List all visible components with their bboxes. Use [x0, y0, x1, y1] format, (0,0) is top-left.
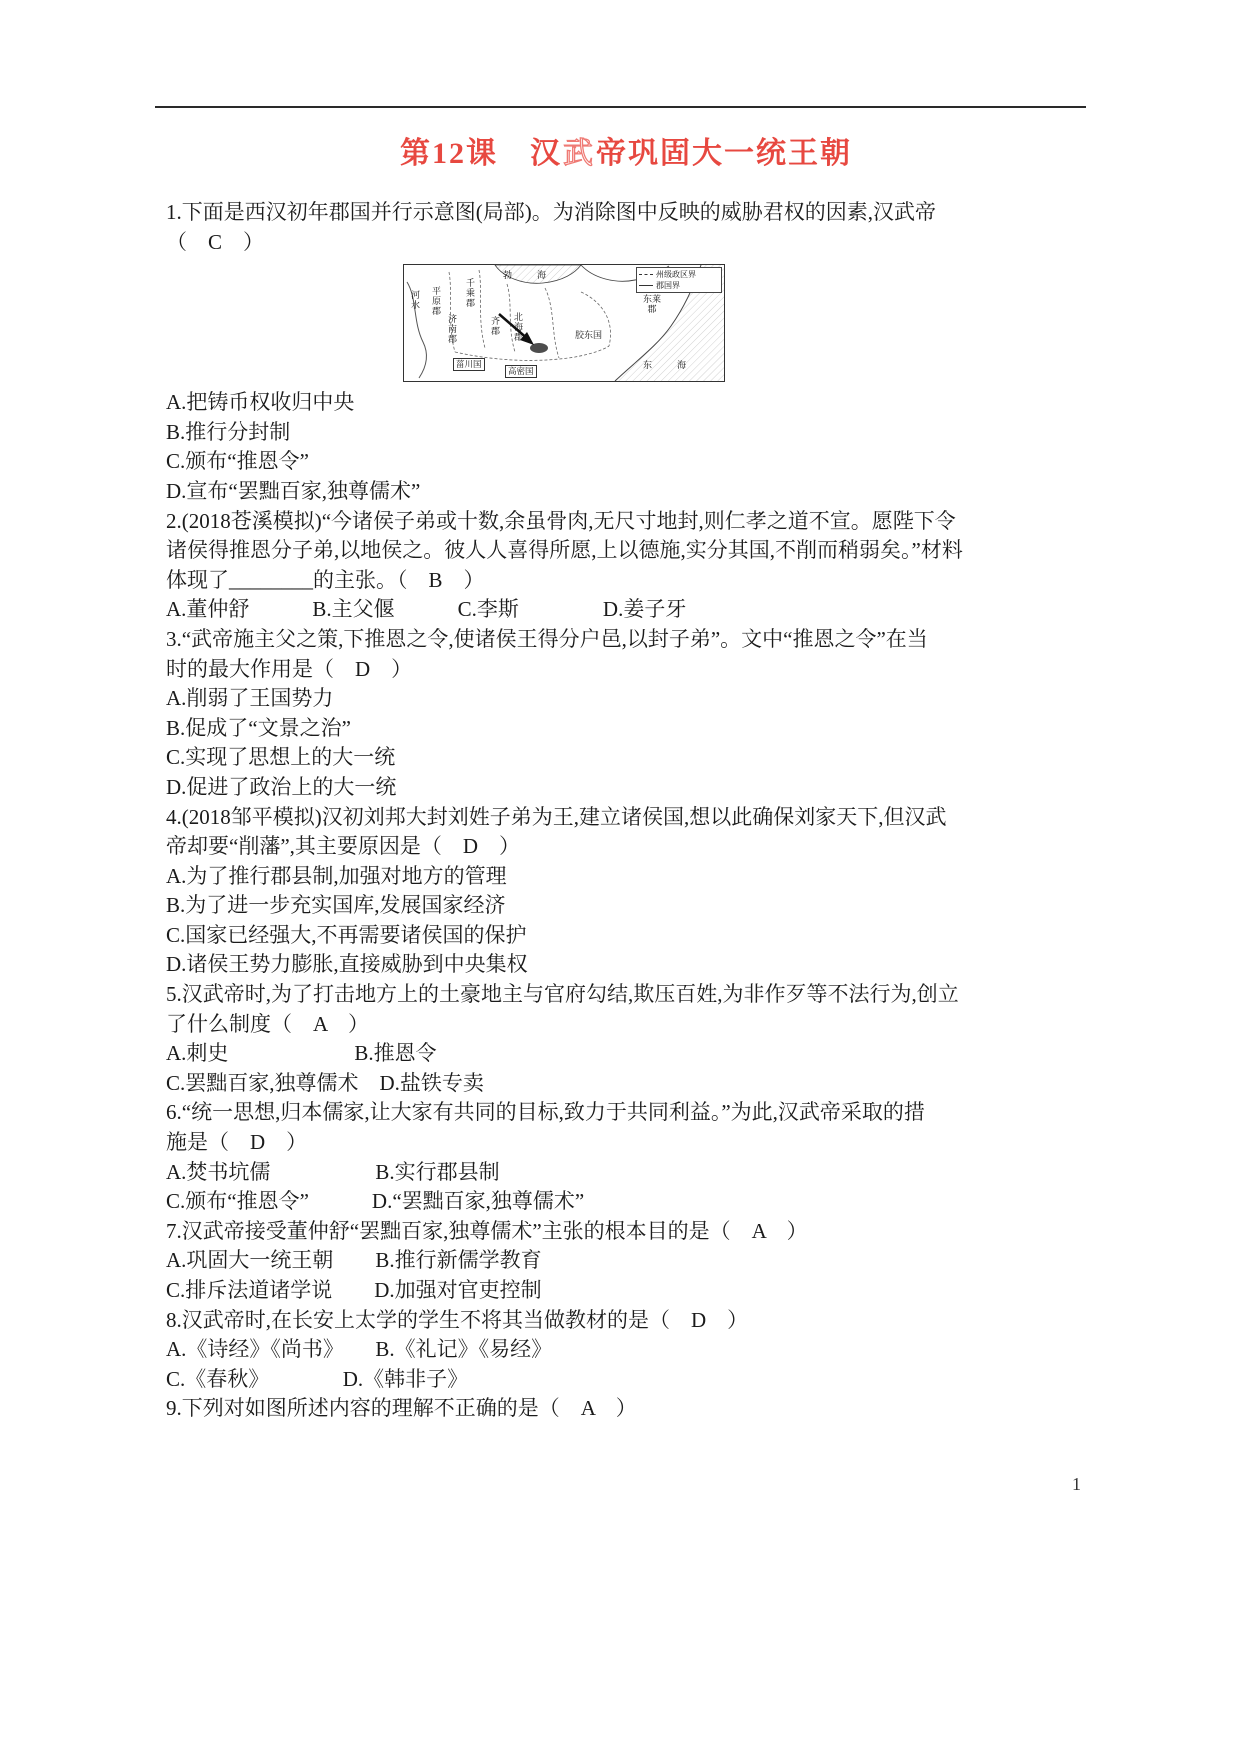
question-line: 了什么制度（ A ） — [166, 1011, 370, 1036]
question-line: 体现了________的主张。（ B ） — [166, 567, 485, 592]
header-rule — [155, 106, 1086, 108]
option-line: C.《春秋》 D.《韩非子》 — [166, 1366, 469, 1391]
answer-line: （ C ） — [166, 229, 265, 254]
map-legend-row — [639, 269, 719, 280]
map-label-beihai: 北海郡 — [513, 312, 523, 343]
map-legend-label: 郡国界 — [656, 281, 680, 291]
question-line: 5.汉武帝时,为了打击地方上的土豪地主与官府勾结,欺压百姓,为非作歹等不法行为,创立 — [166, 982, 959, 1007]
map-figure — [403, 264, 725, 382]
question-line: 4.(2018邹平模拟)汉初刘邦大封刘姓子弟为王,建立诸侯国,想以此确保刘家天下,但汉武 — [166, 804, 947, 829]
question-line: 帝却要“削藩”,其主要原因是（ D ） — [166, 834, 521, 859]
map-label-jiaodong: 胶东国 — [575, 330, 603, 341]
map-label-river: 河水 — [410, 290, 420, 311]
option-line: A.为了推行郡县制,加强对地方的管理 — [166, 863, 507, 888]
option-line: A.削弱了王国势力 — [166, 686, 334, 711]
map-label-east-sea: 东 海 — [643, 360, 695, 371]
page-number: 1 — [1072, 1474, 1081, 1494]
option-line: A.刺史 B.推恩令 — [166, 1041, 437, 1066]
question-line: 6.“统一思想,归本儒家,让大家有共同的目标,致力于共同利益。”为此,汉武帝采取的措 — [166, 1100, 925, 1125]
option-line: B.促成了“文景之治” — [166, 715, 351, 740]
map-label-qiancheng: 千乘郡 — [465, 278, 475, 309]
question-line: 施是（ D ） — [166, 1130, 308, 1155]
option-line: C.颁布“推恩令” D.“罢黜百家,独尊儒术” — [166, 1189, 585, 1214]
title-suffix: 帝巩固大一统王朝 — [596, 137, 852, 170]
option-line: A.巩固大一统王朝 B.推行新儒学教育 — [166, 1248, 542, 1273]
map-label-jinan: 济南郡 — [447, 314, 457, 345]
option-line: C.罢黜百家,独尊儒术 D.盐铁专卖 — [166, 1070, 484, 1095]
map-label-qi: 齐郡 — [490, 316, 500, 337]
option-line: A.董仲舒 B.主父偃 C.李斯 D.姜子牙 — [166, 597, 687, 622]
document-content — [166, 128, 1086, 1424]
option-line: C.颁布“推恩令” — [166, 449, 309, 474]
option-line: D.宣布“罢黜百家,独尊儒术” — [166, 478, 421, 503]
option-line: D.促进了政治上的大一统 — [166, 774, 397, 799]
map-legend — [636, 267, 722, 293]
question-line: 时的最大作用是（ D ） — [166, 656, 413, 681]
option-line: A.焚书坑儒 B.实行郡县制 — [166, 1159, 500, 1184]
question-line: 8.汉武帝时,在长安上太学的学生不将其当做教材的是（ D ） — [166, 1307, 749, 1332]
question-line: 7.汉武帝接受董仲舒“罢黜百家,独尊儒术”主张的根本目的是（ A ） — [166, 1218, 808, 1243]
question-line: 3.“武帝施主父之策,下推恩之令,使诸侯王得分户邑,以封子弟”。文中“推恩之令”在当 — [166, 626, 928, 651]
option-line: B.推行分封制 — [166, 419, 291, 444]
option-line: C.实现了思想上的大一统 — [166, 745, 396, 770]
title-prefix: 第12课 汉 — [400, 137, 562, 170]
map-legend-row — [639, 280, 719, 291]
option-line: C.排斥法道诸学说 D.加强对官吏控制 — [166, 1278, 542, 1302]
map-legend-label: 州级政区界 — [656, 270, 696, 280]
question-line: 2.(2018苍溪模拟)“今诸侯子弟或十数,余虽骨肉,无尺寸地封,则仁孝之道不宣。愿陛下令 — [166, 508, 956, 533]
page-title — [166, 128, 1086, 172]
question-line: 9.下列对如图所述内容的理解不正确的是（ A ） — [166, 1396, 637, 1421]
question-line: 1.下面是西汉初年郡国并行示意图(局部)。为消除图中反映的威胁君权的因素,汉武帝 — [166, 200, 936, 224]
question-line: 诸侯得推恩分子弟,以地侯之。彼人人喜得所愿,上以德施,实分其国,不削而稍弱矣。”材料 — [166, 538, 963, 563]
map-label-pingyuan: 平原郡 — [431, 286, 441, 317]
option-line: B.为了进一步充实国库,发展国家经济 — [166, 893, 506, 918]
option-line: C.国家已经强大,不再需要诸侯国的保护 — [166, 922, 527, 947]
solid-line-symbol — [639, 285, 653, 286]
option-line: A.《诗经》《尚书》 B.《礼记》《易经》 — [166, 1337, 553, 1362]
option-line: A.把铸币权收归中央 — [166, 390, 355, 415]
dashed-line-symbol — [639, 274, 653, 275]
title-stylized-char: 武 — [563, 137, 595, 170]
map-label-bohai-sea: 勃 海 — [503, 270, 555, 281]
option-line: D.诸侯王势力膨胀,直接威胁到中央集权 — [166, 952, 528, 977]
map-label-donglai: 东莱郡 — [642, 294, 661, 315]
map-label-gaomi: 高密国 — [505, 365, 537, 378]
map-label-zichuan: 菑川国 — [453, 358, 485, 371]
